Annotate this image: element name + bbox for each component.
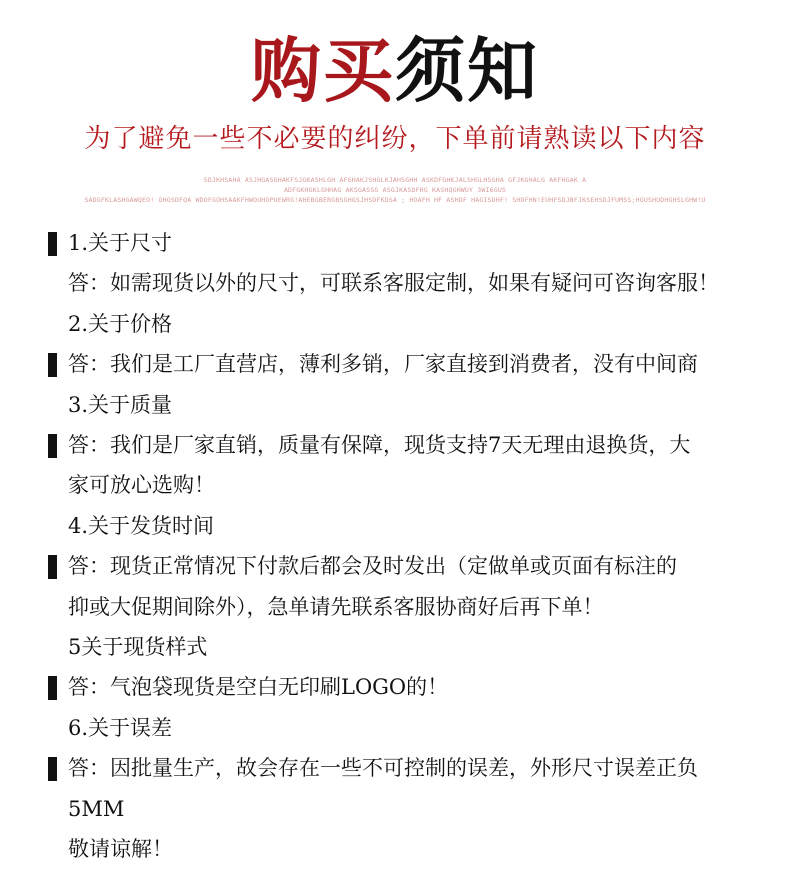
bullet-bar bbox=[48, 555, 57, 579]
bullet-bar bbox=[48, 676, 57, 700]
title-black-part: 须知 bbox=[395, 30, 539, 112]
bullet-bar bbox=[48, 232, 57, 256]
notice-line: 答：现货正常情况下付款后都会及时发出（定做单或页面有标注的 bbox=[68, 554, 677, 579]
notice-line: 答：气泡袋现货是空白无印刷LOGO的！ bbox=[68, 675, 449, 700]
decorative-text-line: SDJKHSAHA ASJHGASGHAKFSJGKASHLGH AFGHAKJSHGLKJAHSGHH ASKDFGHKJALSHGLHSGHA GFJKGHALG AKFHGAK A bbox=[203, 176, 587, 184]
title-red-part: 购买 bbox=[251, 30, 395, 112]
notice-line: 1.关于尺寸 bbox=[68, 231, 173, 255]
bullet-bar bbox=[48, 757, 57, 781]
page-subtitle: 为了避免一些不必要的纠纷，下单前请熟读以下内容 bbox=[84, 124, 706, 154]
notice-line: 家可放心选购！ bbox=[68, 473, 215, 498]
decorative-text-line: ADFGKHGKLGHHAG AKSGASSG ASGJKASDFHG KASHQGHWUY 3WI6GUS bbox=[283, 186, 507, 194]
bullet-bar bbox=[48, 434, 57, 458]
notice-line: 6.关于误差 bbox=[68, 715, 173, 740]
notice-line: 答：我们是工厂直营店，薄利多销，厂家直接到消费者，没有中间商 bbox=[68, 352, 698, 377]
notice-line: 3.关于质量 bbox=[68, 392, 173, 417]
notice-line: 答：我们是厂家直销，质量有保障，现货支持7天无理由退换货，大 bbox=[68, 433, 691, 457]
notice-line: 抑或大促期间除外），急单请先联系客服协商好后再下单！ bbox=[68, 594, 604, 619]
notice-line: 4.关于发货时间 bbox=[68, 513, 215, 538]
notice-line: 5关于现货样式 bbox=[68, 635, 208, 659]
notice-line: 2.关于价格 bbox=[68, 311, 173, 336]
page-title bbox=[0, 26, 790, 116]
bullet-bar bbox=[48, 353, 57, 377]
notice-line: 敬请谅解！ bbox=[68, 837, 173, 861]
notice-line: 答：如需现货以外的尺寸，可联系客服定制，如果有疑问可咨询客服！ bbox=[68, 271, 719, 296]
notice-line: 5MM bbox=[68, 796, 125, 821]
decorative-text-line: SADGFKLASHGAWQEO! OHGSDFQA WDOFGOHSAAKFHWOUHOPUEWRG!AHEBGBERGBSGHGSJHSDFKDSA ; HOAFH HF ASHDF HAGISDHF! SHDFHN!EUHFSDJBFJKSEHSDJFUMSS;HGUSHUDHGHSLGHW!U bbox=[84, 196, 706, 204]
notice-line: 答：因批量生产，故会存在一些不可控制的误差，外形尺寸误差正负 bbox=[68, 756, 698, 781]
